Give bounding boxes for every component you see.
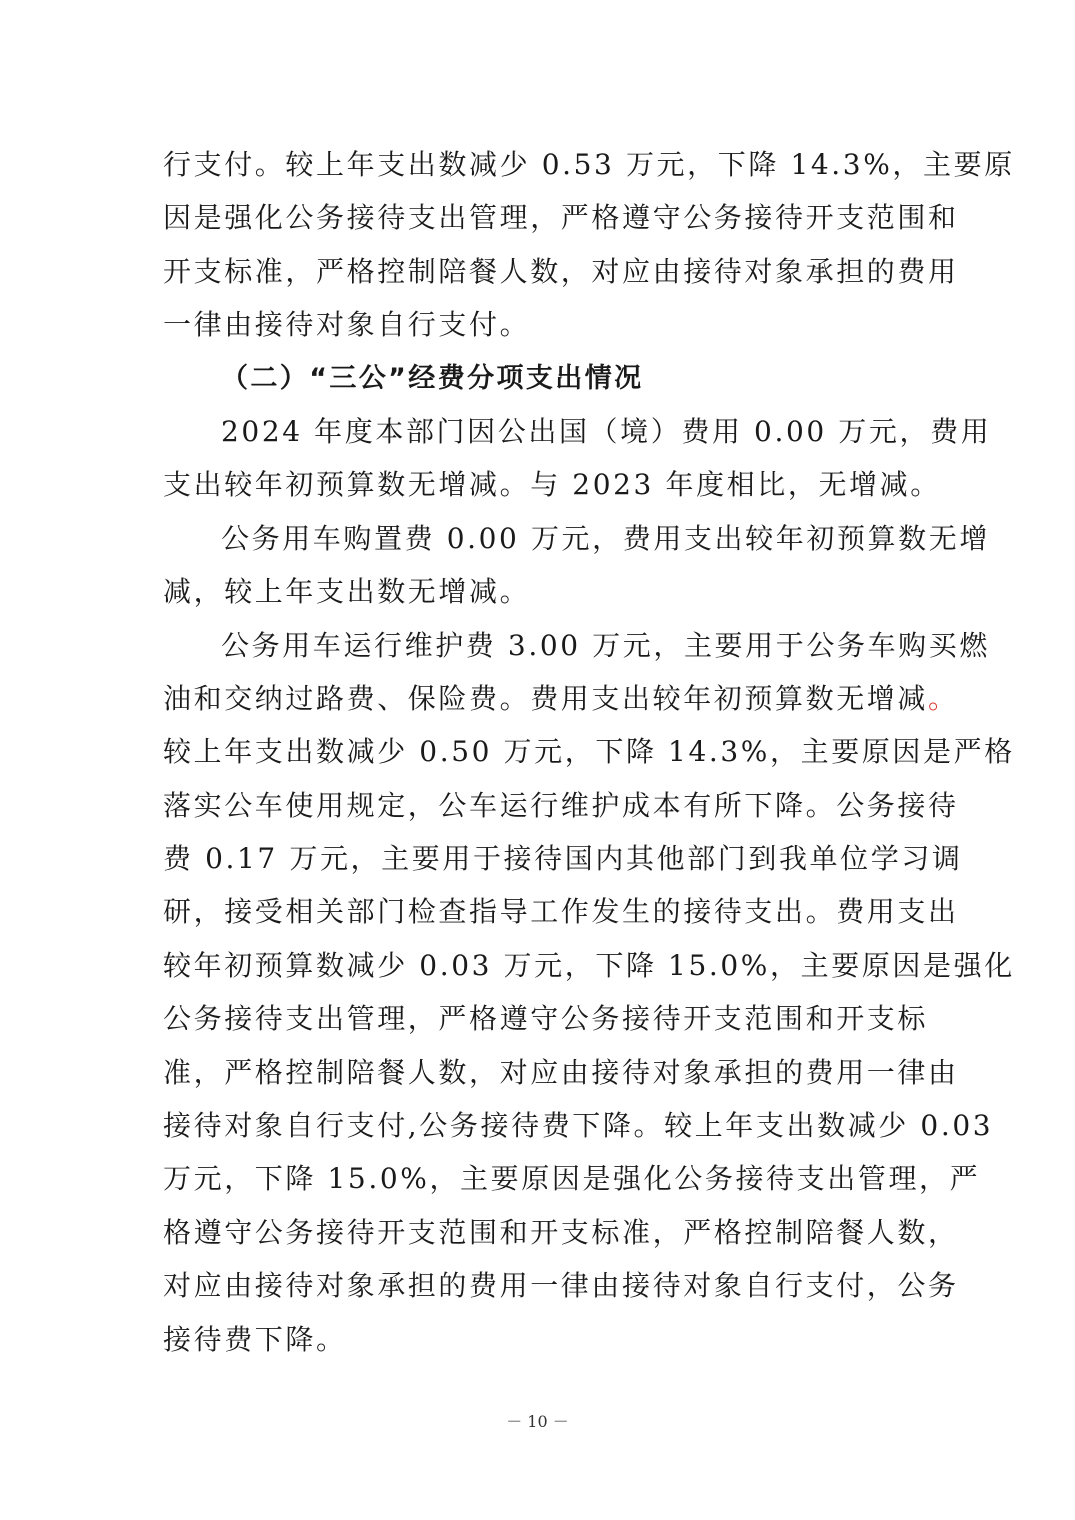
page-number: － 10 － (506, 1412, 569, 1431)
paragraph-line: 2024 年度本部门因公出国（境）费用 0.00 万元，费用 (221, 414, 992, 448)
paragraph-line: 格遵守公务接待开支范围和开支标准，严格控制陪餐人数， (163, 1215, 959, 1249)
paragraph-line: 接待费下降。 (163, 1322, 347, 1356)
paragraph-line: 接待对象自行支付,公务接待费下降。较上年支出数减少 0.03 (163, 1109, 994, 1143)
paragraph-line: 开支标准，严格控制陪餐人数，对应由接待对象承担的费用 (163, 254, 959, 288)
paragraph-line: 较年初预算数减少 0.03 万元，下降 15.0%，主要原因是强化 (163, 948, 1015, 982)
paragraph-line: 一律由接待对象自行支付。 (163, 308, 531, 342)
paragraph-line: 公务用车运行维护费 3.00 万元，主要用于公务车购买燃 (221, 628, 990, 662)
paragraph-line: 较上年支出数减少 0.50 万元，下降 14.3%，主要原因是严格 (163, 735, 1015, 769)
paragraph-line: 落实公车使用规定，公车运行维护成本有所下降。公务接待 (163, 788, 959, 822)
paragraph-line: 准，严格控制陪餐人数，对应由接待对象承担的费用一律由 (163, 1055, 959, 1089)
paragraph-line: 行支付。较上年支出数减少 0.53 万元，下降 14.3%，主要原 (163, 148, 1015, 181)
paragraph-line: 因是强化公务接待支出管理，严格遵守公务接待开支范围和 (163, 201, 959, 235)
paragraph-line: 万元，下降 15.0%，主要原因是强化公务接待支出管理，严 (163, 1162, 981, 1196)
section-heading: （二）“三公”经费分项支出情况 (221, 362, 644, 394)
paragraph-line-text: 油和交纳过路费、保险费。费用支出较年初预算数无增减 (163, 681, 929, 715)
paragraph-line: 费 0.17 万元，主要用于接待国内其他部门到我单位学习调 (163, 842, 963, 876)
paragraph-line: 公务接待支出管理，严格遵守公务接待开支范围和开支标 (163, 1002, 929, 1036)
paragraph-line: 公务用车购置费 0.00 万元，费用支出较年初预算数无增 (221, 521, 990, 555)
paragraph-line: 对应由接待对象承担的费用一律由接待对象自行支付，公务 (163, 1269, 959, 1303)
document-body (163, 138, 1015, 1366)
red-period-mark: 。 (928, 681, 959, 715)
paragraph-line: 支出较年初预算数无增减。与 2023 年度相比，无增减。 (163, 468, 941, 502)
paragraph-line: 减，较上年支出数无增减。 (163, 575, 531, 609)
paragraph-line (163, 672, 959, 725)
paragraph-line: 研，接受相关部门检查指导工作发生的接待支出。费用支出 (163, 895, 959, 929)
